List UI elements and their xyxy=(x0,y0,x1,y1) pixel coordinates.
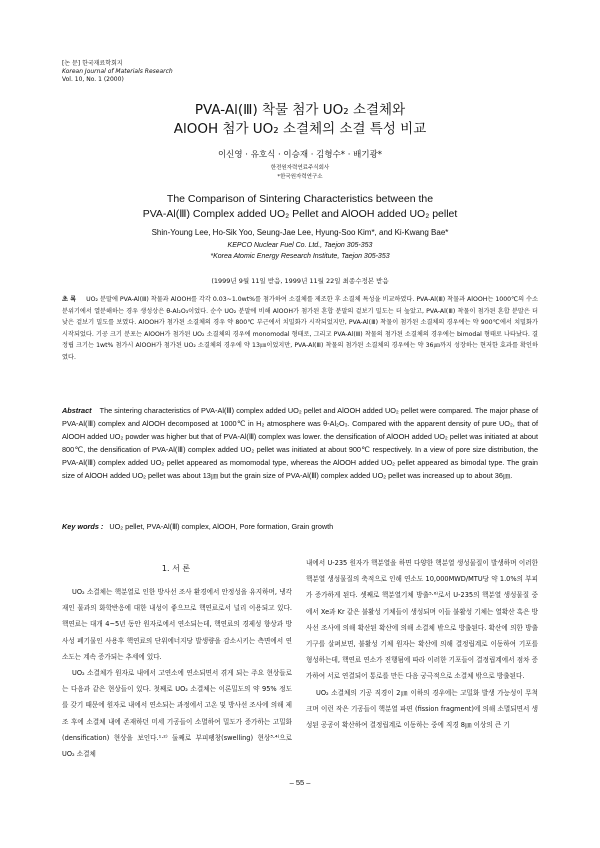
body-column-left xyxy=(62,584,292,762)
abstract-korean-text: UO₂ 분말에 PVA-Al(Ⅲ) 착물과 AlOOH를 각각 0.03~1.0wt%를 첨가하여 소결체를 제조한 후 소결체 특성을 비교하였다. PVA-Al(Ⅲ) 착물과 AlOOH는 1000℃의 수소분위기에서 열분해하는 경우 생성상은 θ-Al₂O₃이었다. 순수 UO₂ 분말에 비해 AlOOH가 첨가된 혼합 분말의 겉보기 밀도는 더 높았고, PVA-Al(Ⅲ) 착물이 첨가된 혼합 분말은 더 낮은 겉보기 밀도를 보였다. AlOOH가 첨가된 소결체의 경우 약 800℃ 부근에서 치밀화가 시작되었지만, PVA-Al(Ⅲ) 착물이 첨가된 소결체의 경우에는 약 900℃에서 치밀화가 시작되었다. 기공 크기 분포는 AlOOH가 첨가된 UO₂ 소결체의 경우에 monomodal 형태로, 그리고 PVA-Al(Ⅲ) 착물의 첨가된 소결체의 경우에는 bimodal 형태로 나타났다. 결정립 크기는 1wt% 첨가시 AlOOH가 첨가된 UO₂ 소결체의 경우에 약 13㎛이었지만, PVA-Al(Ⅲ) 착물의 첨가된 소결체의 경우에는 약 36㎛까지 성장하는 현저한 효과를 확인하였다. xyxy=(62,296,538,361)
authors-korean: 이신영 · 유호식 · 이승재 · 김형수* · 배기광* xyxy=(217,150,383,160)
affiliation-korean-1: 한전원자력연료주식회사 xyxy=(270,165,330,171)
abstract-korean xyxy=(62,294,538,364)
received-dates: (1999년 9월 11일 받음, 1999년 11월 22일 최종수정본 받음 xyxy=(211,277,389,285)
abstract-english xyxy=(62,405,538,482)
journal-header-line3: Vol. 10, No. 1 (2000) xyxy=(62,76,124,83)
keywords-text: UO₂ pellet, PVA-Al(Ⅲ) complex, AlOOH, Pore formation, Grain growth xyxy=(109,522,334,531)
title-korean-line1: PVA-Al(Ⅲ) 착물 첨가 UO₂ 소결체와 xyxy=(194,102,406,118)
abstract-korean-label: 초 록 xyxy=(62,296,77,303)
authors-english: Shin-Young Lee, Ho-Sik Yoo, Seung-Jae Lee, Hyung-Soo Kim*, and Ki-Kwang Bae* xyxy=(151,228,449,237)
title-english-line2: PVA-Al(Ⅲ) Complex added UO₂ Pellet and AlOOH added UO₂ pellet xyxy=(142,208,458,220)
abstract-english-label: Abstract xyxy=(62,406,92,415)
body-left-paragraph-2: UO₂ 소결체가 원자로 내에서 고연소에 연소되면서 겪게 되는 주요 현상들로는 다음과 같은 현상들이 있다. 첫째로 UO₂ 소결체는 이론밀도의 약 95% 정도를 갖기 때문에 원자로 내에서 연소되는 과정에서 고온 및 방사선 조사에 의해 제조 후에 소결체 내에 존재하던 미세 기공들이 소멸하여 밀도가 증가하는 고밀화 (densification) 현상을 보인다.¹·²⁾ 둘째로 부피팽창(swelling) 현상³·⁴⁾으로 UO₂ 소결체 xyxy=(62,669,292,759)
page-number: – 55 – xyxy=(289,778,311,787)
body-right-paragraph-1: 내에서 U-235 원자가 핵분열을 하면 다양한 핵분열 생성물질이 발생하며 이러한 핵분열 생성물질의 축적으로 인해 연소도 10,000MWD/MTU당 약 1.0%의 부피가 증가하게 된다. 셋째로 핵분열기체 방출⁵·⁶⁾로서 U-235의 핵분열 생성물질 중에서 Xe과 Kr 같은 불활성 기체들이 생성되며 이들 불활성 기체는 열확산 혹은 방사선 조사에 의해 확산된 확산에 의해 소결체 밖으로 방출된다. 확산에 의한 방출기구를 살펴보면, 불활성 기체 원자는 확산에 의해 결정립계로 이동하여 기포를 형성하는데, 핵연료 연소가 진행됨에 따라 이러한 기포들이 결정립계에서 점차 증가하여 서로 연결되어 통로를 만든 다음 궁극적으로 소결체 밖으로 방출된다. xyxy=(306,559,538,681)
body-left-paragraph-1: UO₂ 소결체는 핵분열로 인한 방사선 조사 환경에서 안정성을 유지하며, 냉각재인 물과의 화학반응에 대한 내성이 좋으므로 핵연료로서 널리 이용되고 있다. 핵연료는 대개 4~5년 동안 원자로에서 연소되는데, 핵연료의 경제성 향상과 방사성 폐기물인 사용후 핵연료의 단위에너지당 발생량을 감소시키는 측면에서 연소도는 계속 증가되는 추세에 있다. xyxy=(62,588,292,661)
abstract-english-text: The sintering characteristics of PVA-Al(Ⅲ) complex added UO₂ pellet and AlOOH added UO₂ pellet were compared. The major phase of PVA-Al(Ⅲ) complex and AlOOH decomposed at 1000℃ in H₂ atmosphere was θ-Al₂O₃. Compared with the apparent density of pure UO₂, that of AlOOH added UO₂ powder was higher but that of PVA-Al(Ⅲ) complex was lower. the densification of AlOOH added UO₂ pellet was initiated at about 800℃, the densification of PVA-Al(Ⅲ) complex added UO₂ pellet was initiated at about 900℃ respectively. In a view of pore size distribution, the PVA-Al(Ⅲ) complex added UO₂ pellet appeared as momomodal type, whereas the AlOOH added UO₂ pellet appeared as bimodal type. The grain size of AlOOH added UO₂ pellet was about 13㎛ but the grain size of PVA-Al(Ⅲ) complex added UO₂ pellet was increased up to about 36㎛. xyxy=(62,406,538,480)
affiliation-korean-2: *한국원자력연구소 xyxy=(277,174,323,180)
body-right-paragraph-2: UO₂ 소결체의 기공 직경이 2㎛ 이하의 경우에는 고밀화 발생 가능성이 무척 크며 이런 작은 기공들이 핵분열 파편 (fission fragment)에 의해 소멸되면서 생성된 공공이 확산하여 결정립계로 이동하는 중에 직경 8㎛ 이상의 큰 기 xyxy=(306,688,538,730)
title-korean-line2: AlOOH 첨가 UO₂ 소결체의 소결 특성 비교 xyxy=(173,121,427,137)
section-heading-introduction: 1. 서 론 xyxy=(161,564,191,573)
body-column-right xyxy=(306,555,538,733)
journal-header-line2: Korean Journal of Materials Research xyxy=(62,68,173,75)
affiliation-english-1: KEPCO Nuclear Fuel Co. Ltd., Taejon 305-353 xyxy=(227,242,373,249)
title-english-line1: The Comparison of Sintering Characteristics between the xyxy=(166,193,434,205)
affiliation-english-2: *Korea Atomic Energy Research Institute, Taejon 305-353 xyxy=(210,253,390,260)
keywords-label: Key words : xyxy=(62,522,104,531)
journal-header-line1: [논 문] 한국재료학회지 xyxy=(62,60,123,67)
journal-header xyxy=(62,60,173,84)
keywords xyxy=(62,522,538,531)
